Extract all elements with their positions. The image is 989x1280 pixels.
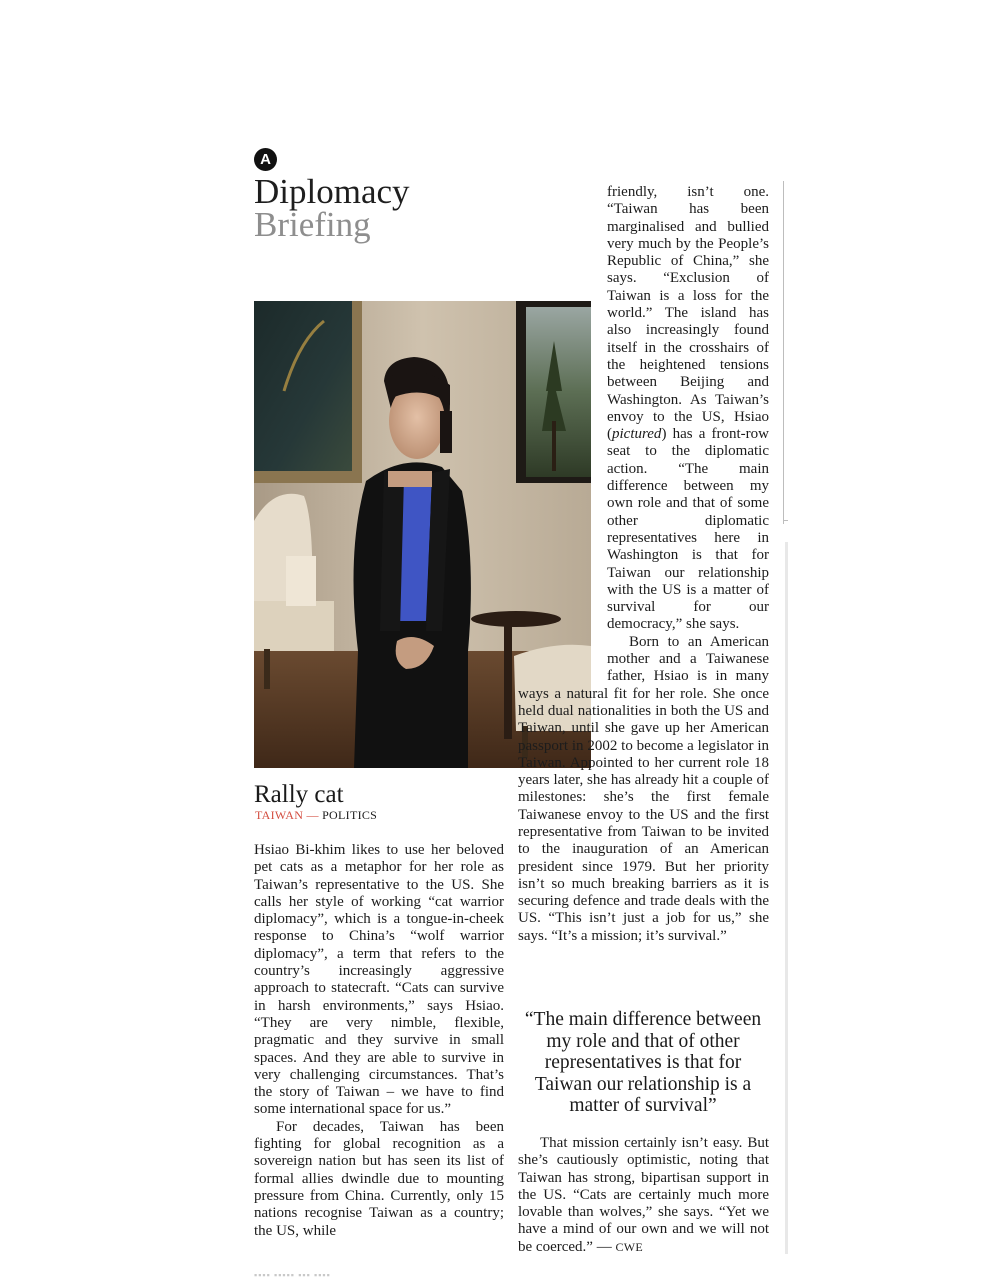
section-badge: A [254, 148, 277, 171]
body-paragraph-2: For decades, Taiwan has been fighting for global recognition as a sovereign nation but has seen its list of formal allies dwindle due to mounting pressure from China. Currently, only 15 nations recognise Taiwan as a country; the US, while [254, 1118, 504, 1239]
pull-quote: “The main difference between my role and that of other representatives is that for Taiwan our relationship is a matter of survival” [524, 1009, 762, 1116]
column-rule-top [783, 181, 784, 524]
author-signature: CWE [615, 1239, 644, 1254]
column-rule-bottom [785, 542, 788, 1254]
body-paragraph-5-text: That mission certainly isn’t easy. But she’s cautiously optimistic, noting that Taiwan has strong, bipartisan support in the US. “Cats are certainly much more lovable than wolves,” she says. “Yet we have a mind of our own and we will not be coerced.” — [518, 1135, 769, 1255]
body-paragraph-1: Hsiao Bi-khim likes to use her beloved pet cats as a metaphor for her role as Taiwan’s representative to the US. She calls her style of working “cat warrior diplomacy”, which is a tongue-in-cheek response to China’s “wolf warrior diplomacy”, a term that refers to the country’s increasingly aggressive approach to statecraft. “Cats can survive in harsh environments,” says Hsiao. “They are very nimble, flexible, pragmatic and they survive in small spaces. And they are able to survive in very challenging circumstances. That’s the story of Taiwan – we have to find some international space for us.” [254, 842, 504, 1118]
article-kicker [255, 808, 377, 822]
body-paragraph-3-start: friendly, isn’t one. “Taiwan has been marginalised and bullied very much by the People’s Republic of China,” she says. “Exclusion of Taiwan is a loss for the world.” The island has also increasingly found itself in the crosshairs of the heightened tensions between Beijing and Washington. As Taiwan’s envoy to the US, Hsiao ( [607, 184, 769, 443]
kicker-separator: — [303, 808, 323, 822]
body-paragraph-4: Born to an American mother and a Taiwanese father, Hsiao is in many ways a natural fit for her role. She once held dual nationalities in both the US and Taiwan, until she gave up her American passport in 2002 to become a legislator in Taiwan. Appointed to her current role 18 years later, she has already hit a couple of milestones: she’s the first female Taiwanese envoy to the US and the first representative from Taiwan to be invited to the inauguration of an American president since 1979. But her priority isn’t so much breaking barriers as it is securing defence and trade deals with the US. “This isn’t just a job for us,” she says. “It’s a mission; it’s survival.” [518, 633, 769, 944]
photo-wrap-space [518, 184, 607, 679]
kicker-category: POLITICS [322, 808, 378, 822]
section-title: Diplomacy [254, 172, 410, 211]
kicker-topic: TAIWAN [255, 808, 304, 822]
body-paragraph-3-end: ) has a front-row seat to the diplomatic action. “The main difference between my own role and that of some other diplomatic representatives here in Washington is that for Taiwan our relationship with the US is a matter of survival for our democracy,” she says. [607, 426, 769, 633]
article-column-2-end [518, 1135, 769, 1256]
pictured-note: pictured [612, 426, 662, 443]
column-rule-tick [783, 520, 788, 521]
article-headline: Rally cat [254, 781, 344, 808]
body-paragraph-5 [518, 1135, 769, 1256]
page-footer: ▪▪▪▪ ▪▪▪▪▪ ▪▪▪ ▪▪▪▪ [254, 1270, 331, 1280]
section-subtitle: Briefing [254, 205, 371, 244]
article-column-2 [518, 184, 769, 945]
article-column-1 [254, 842, 504, 1240]
